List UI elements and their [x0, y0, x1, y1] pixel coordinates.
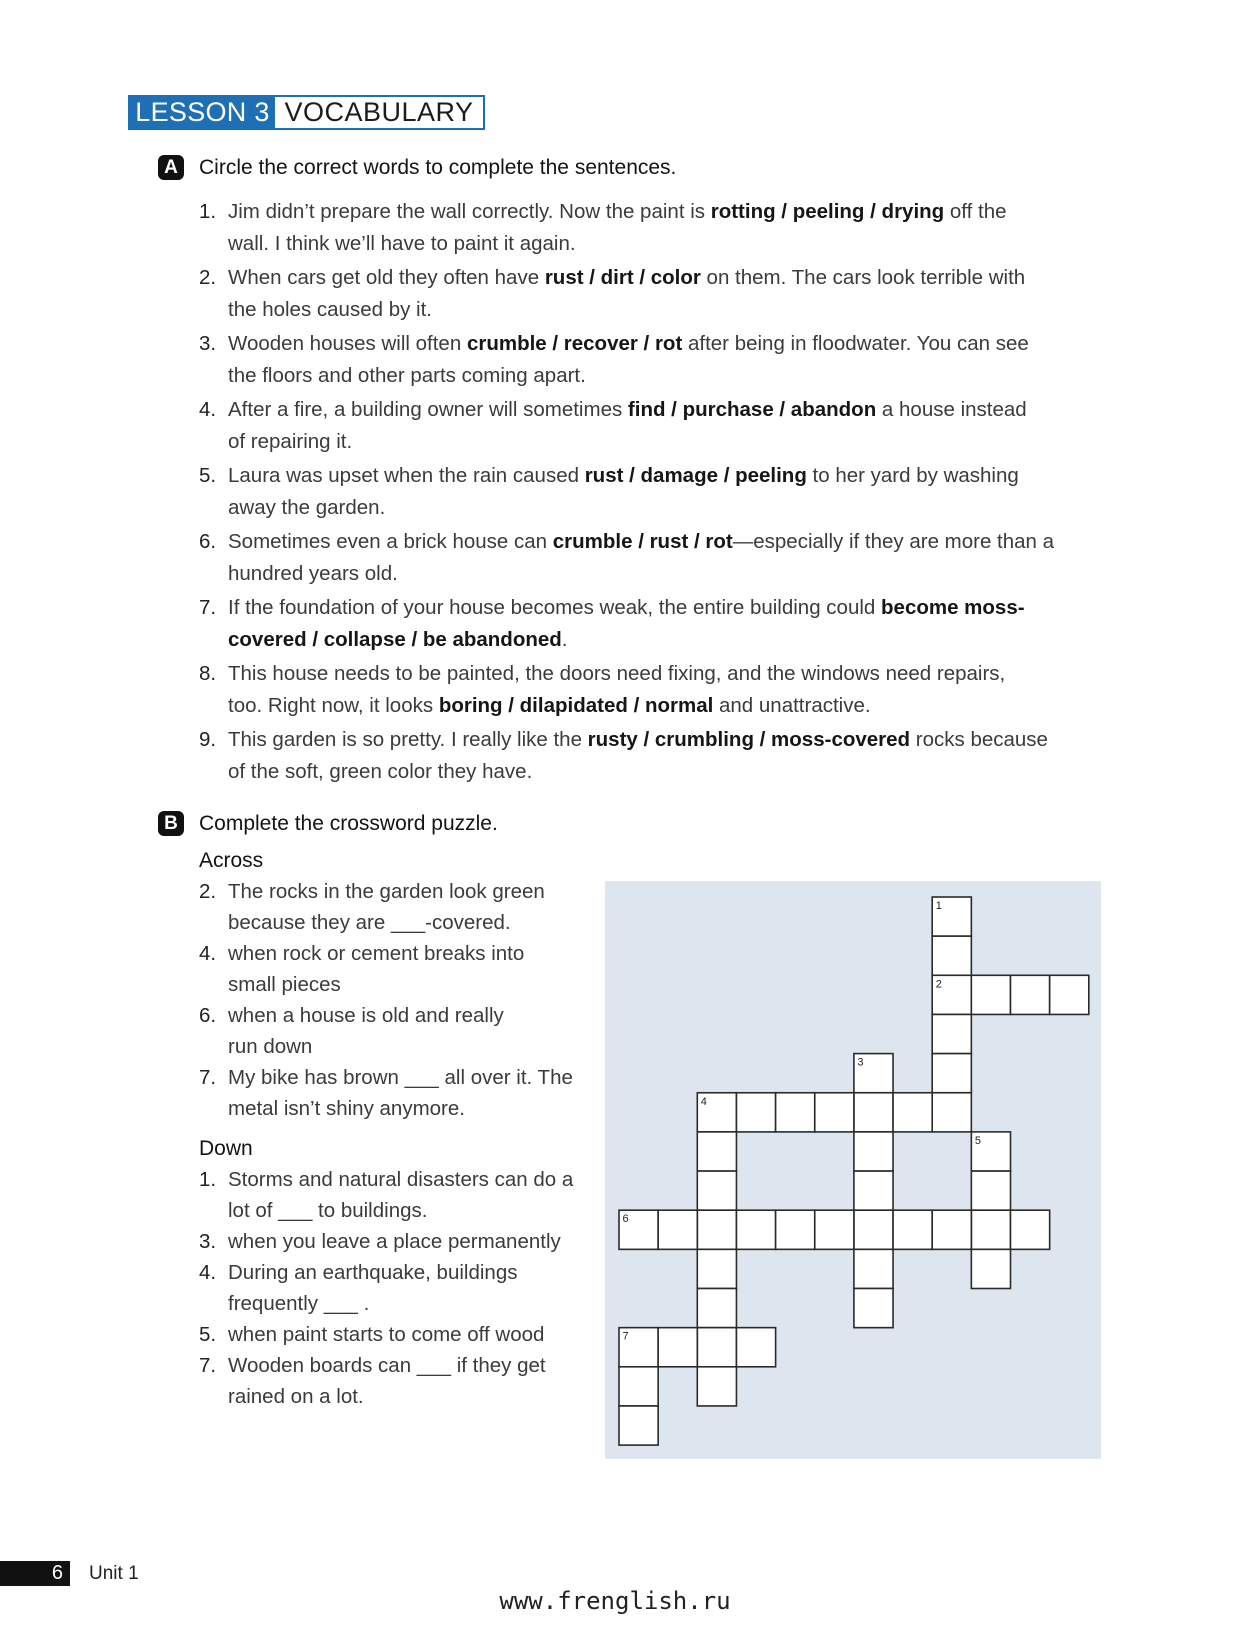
item-number: 7.: [199, 596, 217, 619]
sentence-text: Laura was upset when the rain caused: [228, 464, 585, 487]
sentence-text: of the soft, green color they have.: [228, 759, 533, 783]
crossword-cell: [776, 1210, 815, 1249]
crossword-cell: [932, 936, 971, 975]
sentence-text: If the foundation of your house becomes weak, the entire building could: [228, 596, 882, 619]
crossword-cell: [697, 1171, 736, 1210]
clue-line: when you leave a place permanently: [228, 1230, 561, 1253]
clue-number: 7.: [199, 1066, 217, 1089]
unit-label: Unit 1: [89, 1563, 139, 1584]
exercise-item: [199, 724, 1054, 787]
clue-line: when a house is old and really: [228, 1004, 504, 1027]
cell-number-label: 2: [935, 978, 942, 991]
word-choices: crumble / recover / rot: [466, 332, 683, 355]
clue-number: 7.: [199, 1354, 217, 1377]
clue-text: [228, 876, 545, 938]
text-line: [228, 328, 1029, 360]
crossword-cell: [776, 1093, 815, 1132]
clue-line: lot of ___ to buildings.: [228, 1199, 428, 1222]
exercise-item: [199, 262, 1054, 325]
sentence-text: too. Right now, it looks: [228, 693, 439, 717]
item-text: [228, 394, 1027, 457]
clue-line: when paint starts to come off wood: [228, 1323, 545, 1346]
exercise-item: [199, 394, 1054, 457]
word-choices: rotting / peeling / drying: [710, 200, 945, 223]
crossword-cell: [697, 1289, 736, 1328]
crossword-cell: [619, 1406, 658, 1445]
section-a-heading: [158, 152, 676, 183]
text-line: [228, 658, 1005, 690]
word-choices: find / purchase / abandon: [627, 398, 877, 421]
down-clue-list: [199, 1164, 573, 1412]
crossword-cell: [1050, 975, 1089, 1014]
page-number-tab: [0, 1561, 70, 1586]
word-choices: boring / dilapidated / normal: [438, 693, 714, 717]
clue-text: [228, 1062, 573, 1124]
text-line: [228, 360, 1029, 392]
sentence-text: to her yard by washing: [806, 464, 1019, 487]
down-heading: Down: [199, 1137, 253, 1160]
cell-number-label: 3: [857, 1056, 864, 1069]
item-text: [228, 328, 1029, 391]
crossword-cell: [697, 1328, 736, 1367]
clue-line: Wooden boards can ___ if they get: [228, 1354, 546, 1377]
item-text: [228, 724, 1048, 787]
crossword-cell: [971, 975, 1010, 1014]
lesson-title: VOCABULARY: [275, 97, 483, 128]
clue-text: [228, 938, 524, 1000]
crossword-cell: [971, 1210, 1010, 1249]
exercise-item: [199, 328, 1054, 391]
word-choices: become moss-: [881, 596, 1025, 619]
crossword-cell: [619, 1367, 658, 1406]
across-clue: [199, 938, 573, 1000]
crossword-cell: [854, 1210, 893, 1249]
exercise-item: [199, 460, 1054, 523]
cell-number-label: 6: [622, 1213, 629, 1226]
item-number: 3.: [199, 332, 217, 355]
down-clue: [199, 1350, 573, 1412]
clue-line: During an earthquake, buildings: [228, 1261, 518, 1284]
crossword-cell: [658, 1210, 697, 1249]
crossword-cell: [1011, 975, 1050, 1014]
crossword-cell: [932, 1054, 971, 1093]
clue-text: [228, 1350, 546, 1412]
crossword-cell: [658, 1328, 697, 1367]
clue-line: because they are ___-covered.: [228, 911, 511, 934]
item-text: [228, 592, 1025, 655]
crossword-cell: [971, 1171, 1010, 1210]
crossword-cell: [971, 1249, 1010, 1288]
item-number: 1.: [199, 200, 217, 223]
clue-number: 1.: [199, 1168, 217, 1191]
crossword-cell: [932, 1093, 971, 1132]
item-number: 6.: [199, 530, 217, 553]
item-text: [228, 262, 1025, 325]
clue-text: [228, 1319, 544, 1350]
across-clue: [199, 1000, 573, 1062]
clue-number: 2.: [199, 880, 217, 903]
text-line: [228, 756, 1048, 788]
clue-line: rained on a lot.: [228, 1385, 364, 1408]
clue-number: 6.: [199, 1004, 217, 1027]
cell-number-label: 7: [622, 1330, 629, 1343]
clue-number: 4.: [199, 942, 217, 965]
crossword-cell: [854, 1132, 893, 1171]
section-a-items: [199, 196, 1054, 790]
clue-line: frequently ___ .: [228, 1292, 370, 1315]
exercise-item: [199, 196, 1054, 259]
exercise-item: [199, 526, 1054, 589]
lesson-number: LESSON 3: [130, 97, 275, 128]
crossword-cell: [697, 1210, 736, 1249]
crossword-grid: [605, 881, 1101, 1459]
clue-line: when rock or cement breaks into: [228, 942, 525, 965]
item-text: [228, 196, 1007, 259]
clue-line: My bike has brown ___ all over it. The: [228, 1066, 573, 1089]
website-watermark: www.frenglish.ru: [499, 1587, 731, 1615]
item-text: [228, 460, 1019, 523]
text-line: [228, 426, 1027, 458]
sentence-text: This garden is so pretty. I really like the: [228, 728, 588, 751]
crossword-cell: [815, 1093, 854, 1132]
cell-number-label: 5: [974, 1134, 981, 1147]
cell-number-label: 1: [935, 900, 942, 912]
crossword-cell: [697, 1249, 736, 1288]
down-clue: [199, 1164, 573, 1226]
crossword-clues: [199, 845, 573, 1412]
clue-number: 4.: [199, 1261, 217, 1284]
across-clue-list: [199, 876, 573, 1124]
text-line: [228, 196, 1007, 228]
across-clue: [199, 1062, 573, 1124]
text-line: [228, 558, 1054, 590]
lesson-header: [128, 95, 485, 130]
sentence-text: the floors and other parts coming apart.: [228, 363, 586, 387]
text-line: [228, 394, 1027, 426]
clue-line: metal isn’t shiny anymore.: [228, 1097, 465, 1120]
item-text: [228, 526, 1054, 589]
clue-line: small pieces: [228, 973, 341, 996]
text-line: [228, 460, 1019, 492]
text-line: [228, 228, 1007, 260]
exercise-item: [199, 658, 1054, 721]
sentence-text: wall. I think we’ll have to paint it again.: [228, 231, 576, 255]
section-a-instruction: Circle the correct words to complete the sentences.: [199, 156, 677, 179]
across-clue: [199, 876, 573, 938]
clue-text: [228, 1226, 561, 1257]
crossword-cell: [736, 1328, 775, 1367]
crossword-cell: [932, 1014, 971, 1053]
sentence-text: .: [561, 627, 568, 651]
crossword-cell: [854, 1249, 893, 1288]
text-line: [228, 492, 1019, 524]
sentence-text: of repairing it.: [228, 429, 353, 453]
crossword-cell: [736, 1093, 775, 1132]
text-line: [228, 262, 1025, 294]
sentence-text: Sometimes even a brick house can: [228, 530, 553, 553]
item-number: 2.: [199, 266, 217, 289]
sentence-text: off the: [944, 200, 1007, 223]
sentence-text: a house instead: [876, 398, 1027, 421]
down-clue: [199, 1226, 573, 1257]
crossword-cell: [815, 1210, 854, 1249]
exercise-item: [199, 592, 1054, 655]
sentence-text: hundred years old.: [228, 561, 398, 585]
item-number: 9.: [199, 728, 217, 751]
sentence-text: away the garden.: [228, 495, 386, 519]
sentence-text: —especially if they are more than a: [732, 530, 1055, 553]
crossword-cell: [854, 1093, 893, 1132]
crossword-cell: [854, 1289, 893, 1328]
sentence-text: rocks because: [910, 728, 1048, 751]
word-choices: rust / damage / peeling: [584, 464, 807, 487]
section-b-instruction: Complete the crossword puzzle.: [199, 812, 498, 835]
sentence-text: This house needs to be painted, the doors need fixing, and the windows need repairs,: [228, 662, 1006, 685]
down-clue: [199, 1257, 573, 1319]
word-choices: covered / collapse / be abandoned: [228, 627, 562, 651]
word-choices: crumble / rust / rot: [552, 530, 733, 553]
clue-line: The rocks in the garden look green: [228, 880, 545, 903]
crossword-cell: [736, 1210, 775, 1249]
sentence-text: after being in floodwater. You can see: [682, 332, 1029, 355]
crossword-cell: [893, 1093, 932, 1132]
clue-line: Storms and natural disasters can do a: [228, 1168, 574, 1191]
clue-text: [228, 1000, 504, 1062]
section-b-badge: B: [158, 811, 184, 836]
text-line: [228, 690, 1005, 722]
page-number: 6: [51, 1562, 63, 1584]
sentence-text: Wooden houses will often: [228, 332, 467, 355]
clue-text: [228, 1257, 517, 1319]
sentence-text: After a fire, a building owner will sometimes: [228, 398, 628, 421]
item-number: 8.: [199, 662, 217, 685]
text-line: [228, 526, 1054, 558]
sentence-text: on them. The cars look terrible with: [700, 266, 1026, 289]
text-line: [228, 592, 1025, 624]
across-heading: Across: [199, 849, 264, 872]
word-choices: rusty / crumbling / moss-covered: [587, 728, 911, 751]
text-line: [228, 294, 1025, 326]
crossword-cell: [697, 1367, 736, 1406]
cell-number-label: 4: [700, 1095, 707, 1108]
text-line: [228, 624, 1025, 656]
sentence-text: and unattractive.: [713, 693, 871, 717]
sentence-text: Jim didn’t prepare the wall correctly. Now the paint is: [228, 200, 711, 223]
clue-line: run down: [228, 1035, 313, 1058]
clue-number: 5.: [199, 1323, 217, 1346]
sentence-text: When cars get old they often have: [228, 266, 545, 289]
down-clue: [199, 1319, 573, 1350]
crossword-cell: [854, 1171, 893, 1210]
item-number: 5.: [199, 464, 217, 487]
crossword-puzzle: [605, 881, 1101, 1459]
word-choices: rust / dirt / color: [544, 266, 701, 289]
clue-text: [228, 1164, 573, 1226]
item-text: [228, 658, 1005, 721]
section-a-badge: A: [158, 155, 184, 180]
crossword-cell: [697, 1132, 736, 1171]
crossword-cell: [893, 1210, 932, 1249]
text-line: [228, 724, 1048, 756]
item-number: 4.: [199, 398, 217, 421]
clue-number: 3.: [199, 1230, 217, 1253]
section-b-heading: [158, 808, 498, 839]
crossword-cell: [1011, 1210, 1050, 1249]
sentence-text: the holes caused by it.: [228, 297, 432, 321]
crossword-cell: [932, 1210, 971, 1249]
